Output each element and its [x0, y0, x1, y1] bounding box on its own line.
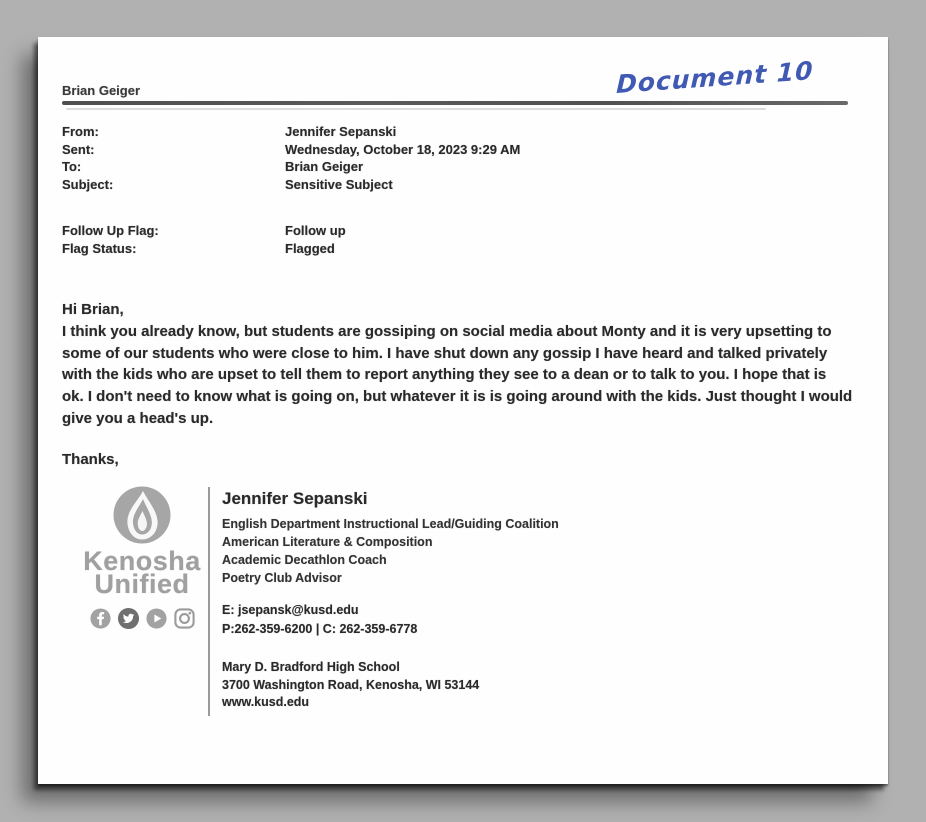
signature-title: American Literature & Composition: [222, 535, 433, 549]
meta-value: Brian Geiger: [285, 159, 364, 174]
meta-value: Wednesday, October 18, 2023 9:29 AM: [285, 141, 521, 157]
signature-divider-line: [208, 487, 210, 716]
signature-title: Academic Decathlon Coach: [222, 553, 387, 567]
org-name-line1: Kenosha: [83, 546, 201, 576]
meta-row-sent: [62, 141, 520, 159]
body-line: some of our students who were close to him. I have shut down any gossip I have heard and talked privately: [62, 344, 828, 362]
body-line: I think you already know, but students are gossiping on social media about Monty and it is very upsetting to: [62, 322, 832, 340]
header-divider-scan-echo: [66, 108, 766, 110]
facebook-icon: [89, 607, 112, 630]
handwritten-exhibit-label: Document 10: [615, 56, 815, 99]
email-body: [62, 299, 894, 430]
flag-label: Follow Up Flag:: [62, 223, 159, 238]
flag-value: Follow up: [285, 223, 346, 238]
body-closing: Thanks,: [62, 451, 119, 468]
org-name-line2: Unified: [94, 569, 190, 599]
signature-title: English Department Instructional Lead/Guiding Coalition: [222, 517, 559, 531]
signature-block: [222, 489, 559, 712]
social-icons-row: [72, 607, 212, 630]
meta-label: Sent:: [62, 141, 95, 157]
meta-row-subject: [62, 176, 520, 194]
body-line: give you a head's up.: [62, 409, 214, 427]
signature-name: Jennifer Sepanski: [222, 489, 368, 508]
header-divider-rule: [62, 101, 848, 105]
instagram-icon: [173, 607, 196, 630]
youtube-icon: [145, 607, 168, 630]
signature-school-address: 3700 Washington Road, Kenosha, WI 53144: [222, 677, 480, 692]
flag-label: Flag Status:: [62, 240, 137, 256]
meta-label: To:: [62, 159, 82, 174]
scanned-email-page: [38, 37, 888, 784]
document-owner-name: Brian Geiger: [62, 83, 141, 98]
body-line: ok. I don't need to know what is going on, but whatever it is is going around with the kids. Just thought I would: [62, 388, 853, 406]
body-greeting: Hi Brian,: [62, 301, 124, 318]
kenosha-unified-logo: [72, 485, 212, 630]
meta-row-from: [62, 123, 520, 141]
twitter-icon: [117, 607, 140, 630]
meta-value: Sensitive Subject: [285, 176, 393, 192]
signature-school-name: Mary D. Bradford High School: [222, 660, 400, 674]
meta-label: Subject:: [62, 176, 114, 192]
email-flag-fields: [62, 222, 346, 257]
flame-logo-icon: [112, 485, 172, 550]
meta-label: From:: [62, 124, 99, 139]
signature-school-block: [222, 659, 559, 712]
signature-email: E: jsepansk@kusd.edu: [222, 603, 359, 617]
body-line: with the kids who are upset to tell them to report anything they see to a dean or to talk to you. I hope that is: [62, 366, 827, 384]
signature-website: www.kusd.edu: [222, 695, 310, 709]
signature-phones: P:262-359-6200 | C: 262-359-6778: [222, 621, 418, 636]
email-meta-fields: [62, 123, 520, 193]
flag-row-status: [62, 240, 346, 258]
flag-row-followup: [62, 222, 346, 240]
flag-value: Flagged: [285, 240, 335, 256]
signature-title: Poetry Club Advisor: [222, 571, 342, 585]
meta-value: Jennifer Sepanski: [285, 124, 397, 139]
signature-contact: [222, 601, 559, 638]
meta-row-to: [62, 158, 520, 176]
